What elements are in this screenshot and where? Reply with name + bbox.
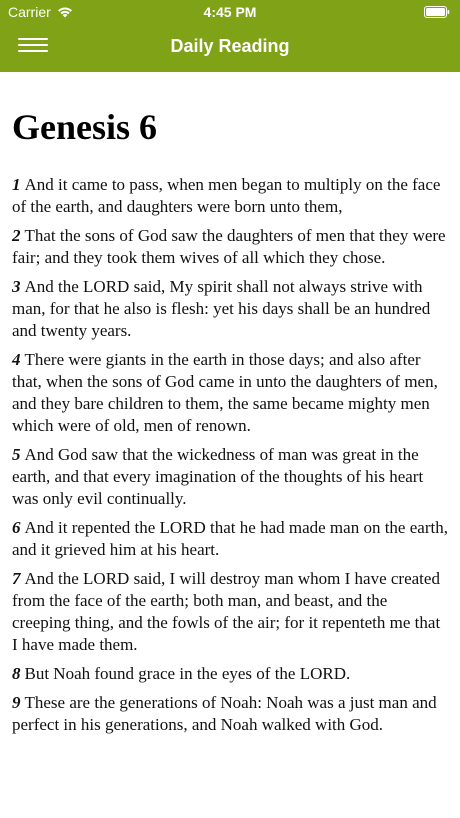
verse-number: 9 <box>12 692 21 712</box>
status-time: 4:45 PM <box>203 4 257 20</box>
verse <box>12 349 448 437</box>
verse-number: 1 <box>12 174 21 194</box>
chapter-title: Genesis 6 <box>12 107 158 147</box>
verse-text: But Noah found grace in the eyes of the LORD. <box>24 663 351 683</box>
verse-text: And it repented the LORD that he had made man on the earth, and it grieved him at his heart. <box>12 517 448 559</box>
verse-number: 4 <box>12 349 21 369</box>
verse-text: There were giants in the earth in those days; and also after that, when the sons of God came in unto the daughters of men, and they bare children to them, the same became mighty men which were of old, men of renown. <box>12 349 438 435</box>
navigation-bar <box>0 24 460 72</box>
verse-number: 8 <box>12 663 21 683</box>
verse-number: 6 <box>12 517 21 537</box>
status-bar <box>0 0 460 24</box>
verse <box>12 692 448 736</box>
verse-text: That the sons of God saw the daughters of men that they were fair; and they took them wives of all which they chose. <box>12 225 446 267</box>
verse-text: And the LORD said, My spirit shall not always strive with man, for that he also is flesh: yet his days shall be an hundred and twenty years. <box>12 276 431 340</box>
top-bar <box>0 0 460 72</box>
verse-text: And God saw that the wickedness of man was great in the earth, and that every imagination of the thoughts of his heart was only evil continually. <box>12 444 424 508</box>
verse-text: These are the generations of Noah: Noah was a just man and perfect in his generations, and Noah walked with God. <box>12 692 437 734</box>
verse <box>12 276 448 342</box>
verse-number: 7 <box>12 568 21 588</box>
verse <box>12 663 448 685</box>
battery-icon <box>424 6 450 18</box>
reading-content[interactable] <box>0 72 460 818</box>
verse-number: 5 <box>12 444 21 464</box>
verse-text: And the LORD said, I will destroy man whom I have created from the face of the earth; both man, and beast, and the creeping thing, and the fowls of the air; for it repenteth me that I have made them. <box>12 568 441 654</box>
verse <box>12 174 448 218</box>
verse <box>12 444 448 510</box>
page-title: Daily Reading <box>170 36 290 56</box>
verse-text: And it came to pass, when men began to multiply on the face of the earth, and daughters were born unto them, <box>12 174 441 216</box>
carrier-label: Carrier <box>8 4 51 20</box>
verse <box>12 517 448 561</box>
verse-number: 3 <box>12 276 21 296</box>
verse <box>12 568 448 656</box>
verse <box>12 225 448 269</box>
verse-number: 2 <box>12 225 21 245</box>
